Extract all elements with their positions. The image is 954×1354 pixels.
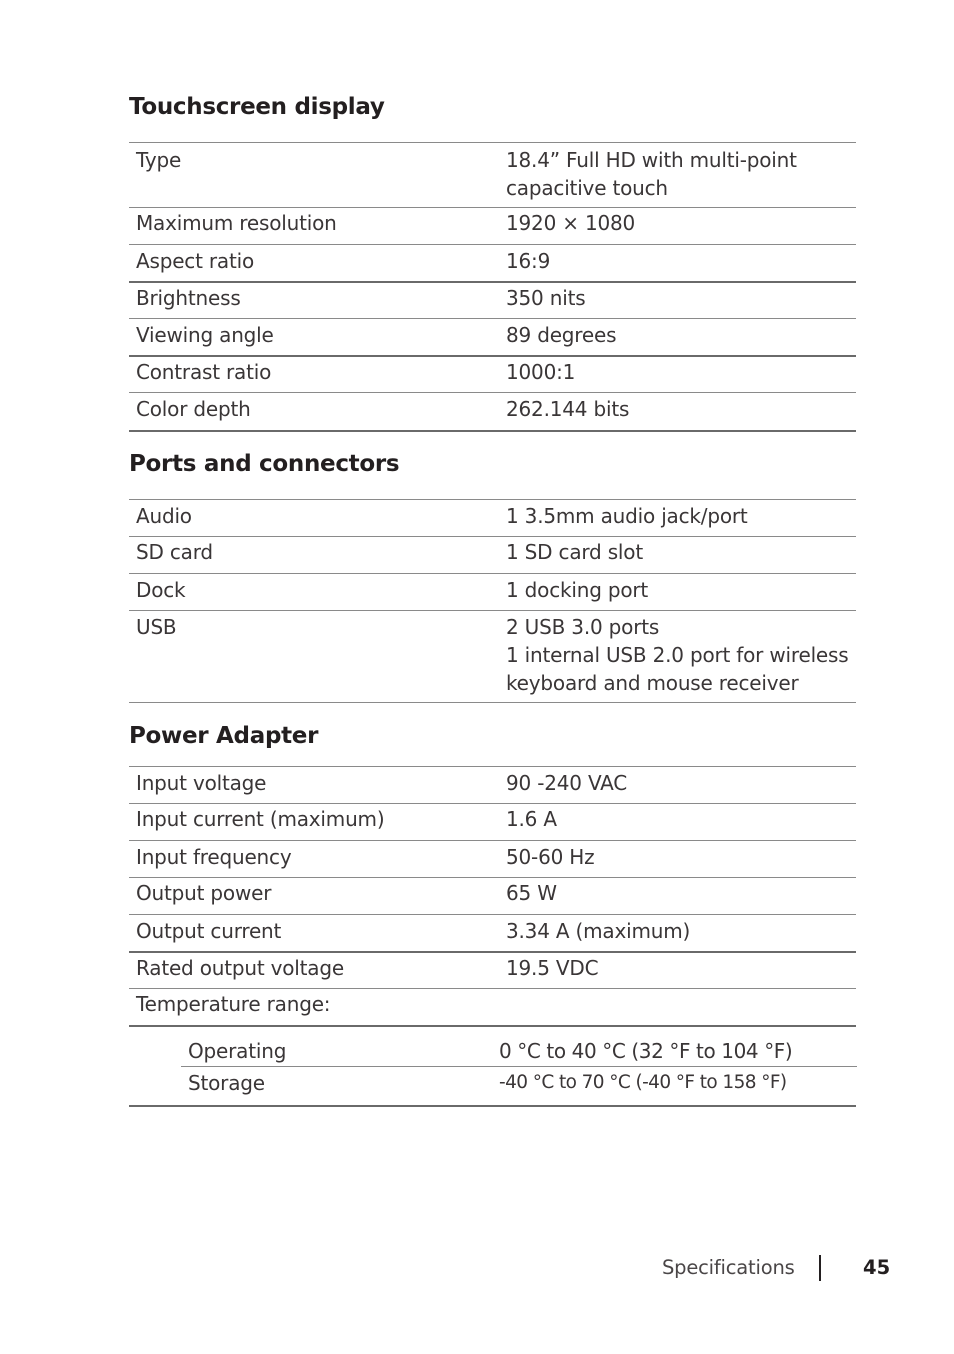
spec-label: Rated output voltage (129, 952, 499, 989)
spec-value: 1.6 A (499, 804, 856, 841)
spec-value-line: 2 USB 3.0 ports (506, 615, 660, 639)
spec-label: SD card (129, 537, 499, 574)
table-row (129, 878, 856, 915)
spec-value: 1 SD card slot (499, 537, 856, 574)
temperature-sub-table (129, 1028, 856, 1107)
table-row (129, 767, 856, 804)
table-row (129, 611, 856, 703)
table-row (181, 1028, 857, 1067)
table-row (129, 989, 856, 1026)
spec-label: Aspect ratio (129, 245, 499, 282)
footer-section-name: Specifications (662, 1256, 795, 1279)
table-row (129, 500, 856, 537)
spec-label: USB (129, 611, 499, 703)
spec-value: 350 nits (499, 282, 856, 319)
spec-value: 65 W (499, 878, 856, 915)
table-row (181, 1067, 857, 1104)
spec-value: 1 3.5mm audio jack/port (499, 500, 856, 537)
spec-value: 0 °C to 40 °C (32 °F to 104 °F) (499, 1039, 793, 1063)
spec-table-power-adapter (129, 766, 856, 1027)
table-row (129, 841, 856, 878)
section-title-touchscreen-display: Touchscreen display (129, 94, 385, 120)
spec-label: Operating (188, 1039, 287, 1063)
table-row (129, 319, 856, 356)
spec-table-touchscreen-display (129, 142, 856, 432)
table-row (129, 804, 856, 841)
spec-value: 16:9 (499, 245, 856, 282)
table-row (129, 245, 856, 282)
spec-value (499, 143, 856, 208)
table-row (129, 393, 856, 431)
spec-value-line: capacitive touch (506, 176, 668, 200)
spec-value: 1920 × 1080 (499, 208, 856, 245)
spec-value: 90 -240 VAC (499, 767, 856, 804)
page-footer (0, 1255, 954, 1285)
spec-value (499, 989, 856, 1026)
spec-label: Output power (129, 878, 499, 915)
spec-value: -40 °C to 70 °C (-40 °F to 158 °F) (499, 1072, 787, 1093)
table-row (129, 952, 856, 989)
spec-label: Audio (129, 500, 499, 537)
spec-value-line: 1 internal USB 2.0 port for wireless (506, 643, 849, 667)
spec-label: Storage (188, 1071, 265, 1095)
table-row (129, 537, 856, 574)
spec-label: Input current (maximum) (129, 804, 499, 841)
spec-value (499, 611, 856, 703)
table-row (129, 143, 856, 208)
table-row (129, 282, 856, 319)
spec-label: Type (129, 143, 499, 208)
spec-label: Input frequency (129, 841, 499, 878)
spec-label: Brightness (129, 282, 499, 319)
spec-label: Temperature range: (129, 989, 499, 1026)
table-row (129, 574, 856, 611)
page-number: 45 (863, 1256, 891, 1279)
spec-value-line: keyboard and mouse receiver (506, 671, 799, 695)
spec-value: 89 degrees (499, 319, 856, 356)
spec-label: Contrast ratio (129, 356, 499, 393)
spec-label: Maximum resolution (129, 208, 499, 245)
spec-label: Viewing angle (129, 319, 499, 356)
section-title-ports-and-connectors: Ports and connectors (129, 451, 400, 477)
footer-divider (819, 1255, 821, 1281)
table-row (129, 208, 856, 245)
spec-label: Output current (129, 915, 499, 952)
spec-label: Dock (129, 574, 499, 611)
spec-value: 1000:1 (499, 356, 856, 393)
spec-table-ports-and-connectors (129, 499, 856, 703)
spec-value: 262.144 bits (499, 393, 856, 431)
spec-value: 50-60 Hz (499, 841, 856, 878)
spec-label: Input voltage (129, 767, 499, 804)
spec-value-line: 18.4” Full HD with multi-point (506, 148, 797, 172)
spec-value: 1 docking port (499, 574, 856, 611)
table-row (129, 356, 856, 393)
section-title-power-adapter: Power Adapter (129, 723, 319, 749)
table-row (129, 915, 856, 952)
spec-value: 19.5 VDC (499, 952, 856, 989)
spec-value: 3.34 A (maximum) (499, 915, 856, 952)
spec-label: Color depth (129, 393, 499, 431)
